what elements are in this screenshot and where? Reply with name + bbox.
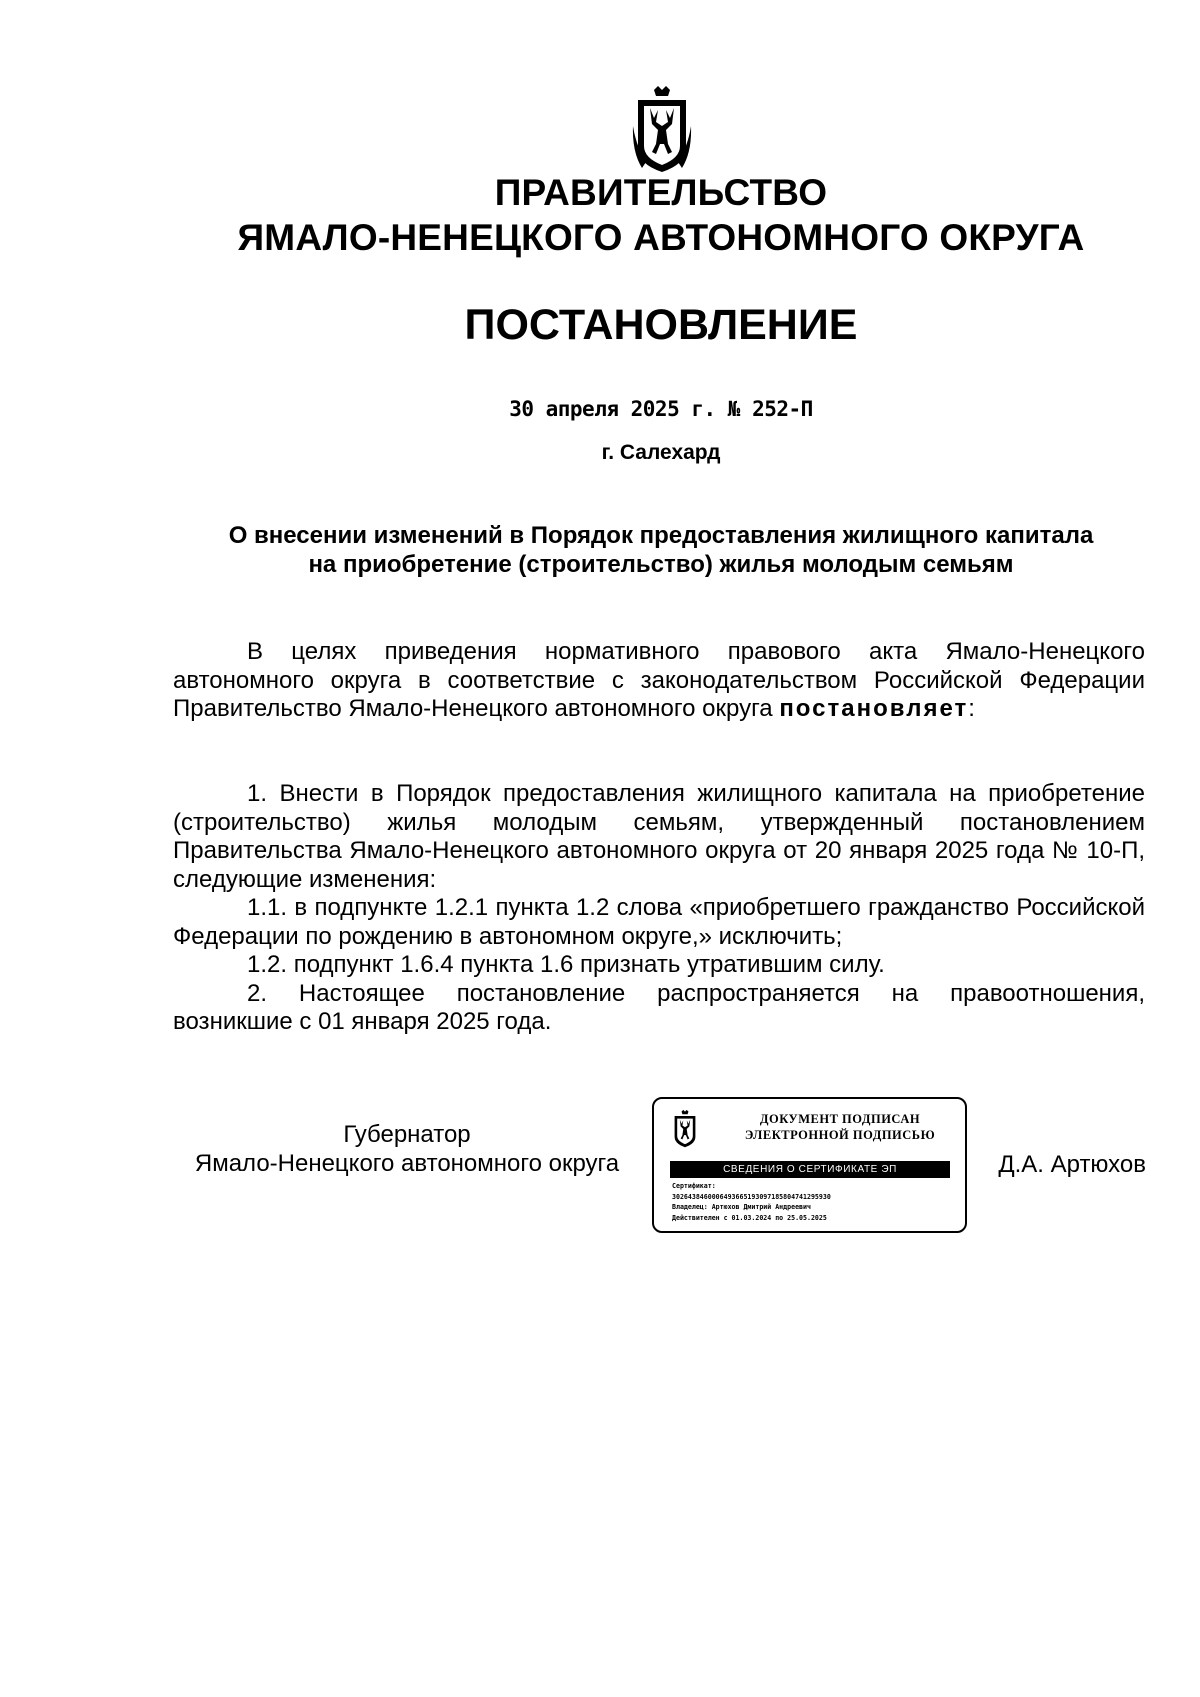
document-subject <box>170 521 1152 579</box>
preamble <box>173 638 1145 724</box>
document-type: ПОСТАНОВЛЕНИЕ <box>464 301 858 349</box>
item-2: 2. Настоящее постановление распространяется на правоотношения, возникшие с 01 января 2025 года. <box>173 979 1145 1035</box>
e-signature-stamp <box>652 1097 967 1233</box>
stamp-title <box>724 1111 956 1143</box>
certificate-details <box>672 1181 952 1223</box>
signatory-position-line2: Ямало-Ненецкого автономного округа <box>194 1150 620 1177</box>
resolution-items <box>173 780 1145 1037</box>
org-name-line2: ЯМАЛО-НЕНЕЦКОГО АВТОНОМНОГО ОКРУГА <box>237 217 1085 258</box>
coat-of-arms-icon <box>672 1109 698 1149</box>
item-1: 1. Внести в Порядок предоставления жилищного капитала на приобретение (строительство) жилья молодым семьям, утвержденный постановлением Правительства Ямало-Ненецкого автономного округа от 20 января 2025 года № 10-П, следующие изменения: <box>173 780 1145 893</box>
subject-line1: О внесении изменений в Порядок предоставления жилищного капитала <box>228 522 1094 549</box>
org-name-line1: ПРАВИТЕЛЬСТВО <box>494 172 828 213</box>
item-1-1: 1.1. в подпункте 1.2.1 пункта 1.2 слова «приобретшего гражданство Российской Федерации по рождению в автономном округе,» исключить; <box>173 894 1145 950</box>
stamp-title-line1: ДОКУМЕНТ ПОДПИСАН <box>759 1112 921 1126</box>
date-and-number: 30 апреля 2025 г. № 252-П <box>509 397 813 421</box>
certificate-info-bar: СВЕДЕНИЯ О СЕРТИФИКАТЕ ЭП <box>670 1161 950 1178</box>
city: г. Салехард <box>601 441 721 464</box>
coat-of-arms-icon <box>632 86 692 174</box>
signatory-position <box>172 1120 642 1178</box>
preamble-paragraph <box>173 638 1145 724</box>
stamp-title-line2: ЭЛЕКТРОННОЙ ПОДПИСЬЮ <box>744 1128 936 1142</box>
certificate-number: 3026438460006493665193097185804741295930 <box>672 1192 831 1201</box>
certificate-validity: Действителен с 01.03.2024 по 25.05.2025 <box>672 1213 827 1222</box>
certificate-owner: Владелец: Артюхов Дмитрий Андреевич <box>672 1203 811 1211</box>
preamble-colon: : <box>968 695 975 722</box>
signatory-name: Д.А. Артюхов <box>998 1151 1146 1178</box>
certificate-label: Сертификат: <box>672 1182 716 1190</box>
resolves-word: постановляет <box>779 695 969 722</box>
preamble-text: В целях приведения нормативного правового акта Ямало-Ненецкого автономного округа в соответствие с законодательством Российской Федерации Правительство Ямало-Ненецкого автономного округа <box>173 638 1145 722</box>
subject-line2: на приобретение (строительство) жилья молодым семьям <box>308 551 1014 578</box>
signatory-position-line1: Губернатор <box>343 1121 471 1148</box>
item-1-2: 1.2. подпункт 1.6.4 пункта 1.6 признать утратившим силу. <box>247 951 885 978</box>
